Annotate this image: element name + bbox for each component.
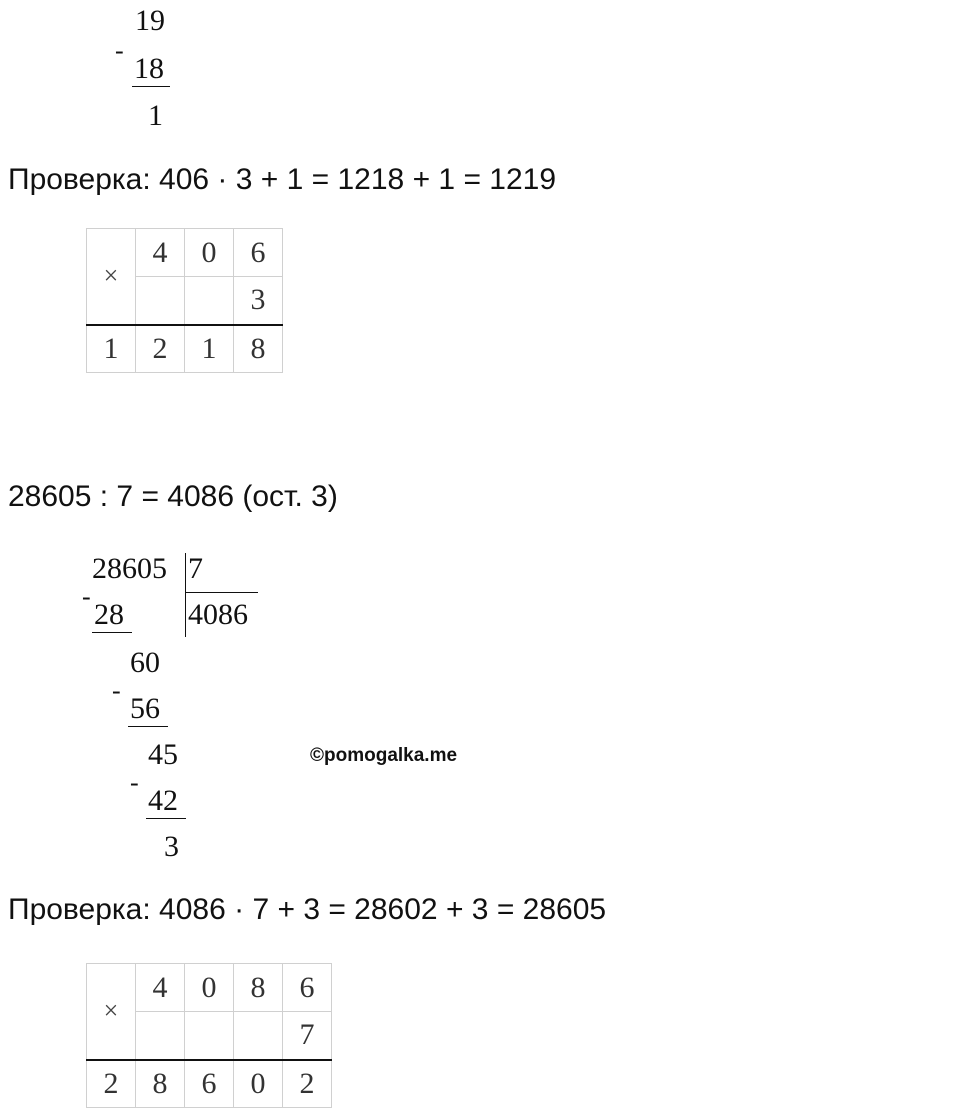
top-division-remainder: 1 [148,99,163,132]
result-cell: 6 [185,1060,234,1108]
result-cell: 2 [136,325,185,373]
divisor: 7 [188,552,203,585]
check-line-2: Проверка: 4086 · 7 + 3 = 28602 + 3 = 28605 [8,893,607,926]
equation-2: 28605 : 7 = 4086 (ост. 3) [8,480,338,513]
table-cell: 6 [234,229,283,277]
table-cell [136,1012,185,1060]
quotient-line [186,592,258,593]
top-division-line2: 18 [132,52,170,87]
table-cell: 4 [136,964,185,1012]
remainder: 3 [164,830,179,863]
minus-sign: - [82,582,91,611]
table-cell: 4 [136,229,185,277]
watermark: ©pomogalka.me [310,745,458,766]
partial-dividend-2: 45 [148,738,178,771]
top-division-line1: 19 [135,4,165,37]
result-cell: 8 [136,1060,185,1108]
result-cell: 2 [283,1060,332,1108]
table-cell: 0 [185,229,234,277]
table-cell: 8 [234,964,283,1012]
minus-sign: - [112,676,121,705]
multiply-sign: × [87,229,136,325]
table-cell [136,277,185,325]
multiplication-table-1 [86,228,283,373]
result-cell: 1 [185,325,234,373]
result-cell: 8 [234,325,283,373]
subtrahend-2: 56 [128,692,168,727]
minus-sign: - [115,36,124,65]
subtrahend-3: 42 [146,784,186,819]
result-cell: 1 [87,325,136,373]
table-cell: 6 [283,964,332,1012]
multiply-sign: × [87,964,136,1060]
dividend: 28605 [92,552,167,585]
table-cell [185,1012,234,1060]
multiplication-table-2 [86,963,332,1108]
table-cell: 3 [234,277,283,325]
result-cell: 2 [87,1060,136,1108]
table-cell: 0 [185,964,234,1012]
subtrahend-1: 28 [92,598,132,633]
result-cell: 0 [234,1060,283,1108]
division-vertical-line [185,553,186,637]
check-line-1: Проверка: 406 · 3 + 1 = 1218 + 1 = 1219 [8,163,557,196]
partial-dividend-1: 60 [130,646,160,679]
table-cell [234,1012,283,1060]
table-cell [185,277,234,325]
quotient: 4086 [188,598,248,631]
minus-sign: - [130,768,139,797]
table-cell: 7 [283,1012,332,1060]
